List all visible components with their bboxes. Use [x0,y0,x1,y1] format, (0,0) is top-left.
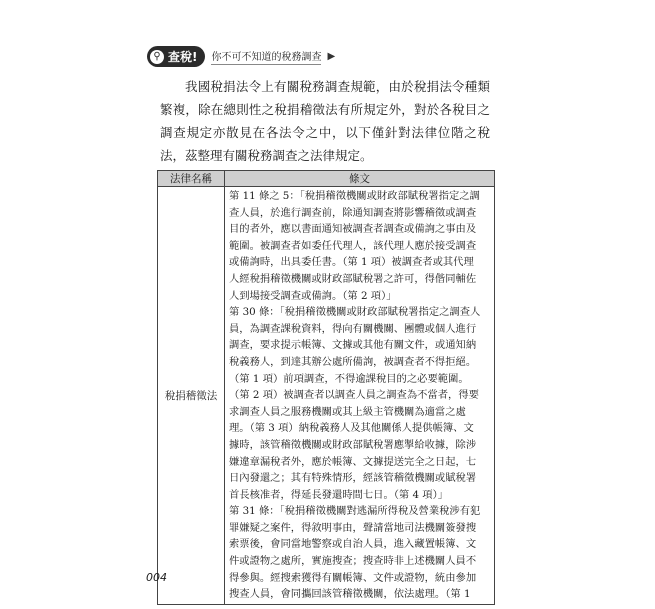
article-text-line: 人到場接受調查或備詢。（第 2 項）」 [229,289,397,302]
article-text-line: 第 11 條之 5：「稅捐稽徵機關或財政部賦稅署指定之調 [229,190,480,202]
article-text-line: 調查，要求提示帳簿、文據或其他有關文件，或通知納 [229,339,477,352]
article-text-line: 理。（第 3 項）納稅義務人及其他關係人提供帳簿、文 [229,422,474,435]
article-text-line: 得參與。經搜索獲得有關帳簿、文件或證物，統由參加 [229,571,477,584]
table-row [158,187,495,605]
page-number: 004 [146,571,167,584]
article-text-line: 第 31 條：「稅捐稽徵機關對逃漏所得稅及營業稅涉有犯 [229,505,481,518]
table-header-row [158,171,495,187]
article-text-line: 罪嫌疑之案件，得敘明事由，聲請當地司法機關簽發搜 [229,521,477,534]
intro-paragraph: 我國稅捐法令上有關稅務調查規範，由於稅捐法令種類繁複，除在總則性之稅捐稽徵法有所規定外，對於各稅目之調查規定亦散見在各法令之中，以下僅針對法律位階之稅法，茲整理有關稅務調查之法律規定。 [160,79,490,163]
article-text-line: 或備詢時，出具委任書。（第 1 項）被調查者或其代理 [229,256,474,269]
article-text-line: 第 30 條：「稅捐稽徵機關或財政部賦稅署指定之調查人 [229,306,481,319]
article-text-line: 人經稅捐稽徵機關或財政部賦稅署之許可，得偕同輔佐 [229,272,477,285]
chapter-badge [147,46,205,67]
book-subtitle: 你不可不知道的稅務調查 [211,48,321,65]
article-text-line: 目的者外，應以書面通知被調查者調查或備詢之事由及 [229,223,477,236]
magnifier-icon: ⚲ [150,50,164,64]
column-header-law-name: 法律名稱 [158,171,225,187]
article-text-line: 查人員，於進行調查前，除通知調查將影響稽徵或調查 [229,206,477,219]
article-text-line: 件或證物之處所，實施搜查；搜查時非上述機關人員不 [229,555,477,568]
article-text-line: 首長核准者，得延長發還時間七日。（第 4 項）」 [229,488,449,501]
arrow-icon: ▶ [327,51,336,62]
article-text-line: 搜查人員，會同攜回該管稽徵機關，依法處理。（第 1 [229,588,471,601]
article-text-line: 嫌違章漏稅者外，應於帳簿、文據提送完全之日起，七 [229,455,477,468]
article-text-line: 範圍。被調查者如委任代理人，該代理人應於接受調查 [229,239,477,252]
article-text-line: （第 1 項）前項調查，不得逾課稅目的之必要範圍。 [229,372,469,385]
article-text-line: 日內發還之；其有特殊情形，經該管稽徵機關或賦稅署 [229,472,477,485]
chapter-header [147,46,335,67]
article-text-line: 求調查人員之服務機關或其上級主管機關為適當之處 [229,405,466,418]
law-table [157,170,495,605]
article-text-line: 員，為調查課稅資料，得向有關機關、團體或個人進行 [229,322,477,335]
article-text-cell [225,187,495,605]
article-text-line: 稅義務人，到達其辦公處所備詢，被調查者不得拒絕。 [229,355,477,368]
law-name-cell: 稅捐稽徵法 [158,187,225,605]
article-text-line: （第 2 項）被調查者以調查人員之調查為不當者，得要 [229,389,479,402]
article-text-line: 據時，該管稽徵機關或財政部賦稅署應掣給收據，除涉 [229,438,477,451]
article-text-line: 索票後，會同當地警察或自治人員，進入藏置帳簿、文 [229,538,477,551]
column-header-article: 條文 [225,171,495,187]
badge-label: 查稅! [168,50,198,64]
